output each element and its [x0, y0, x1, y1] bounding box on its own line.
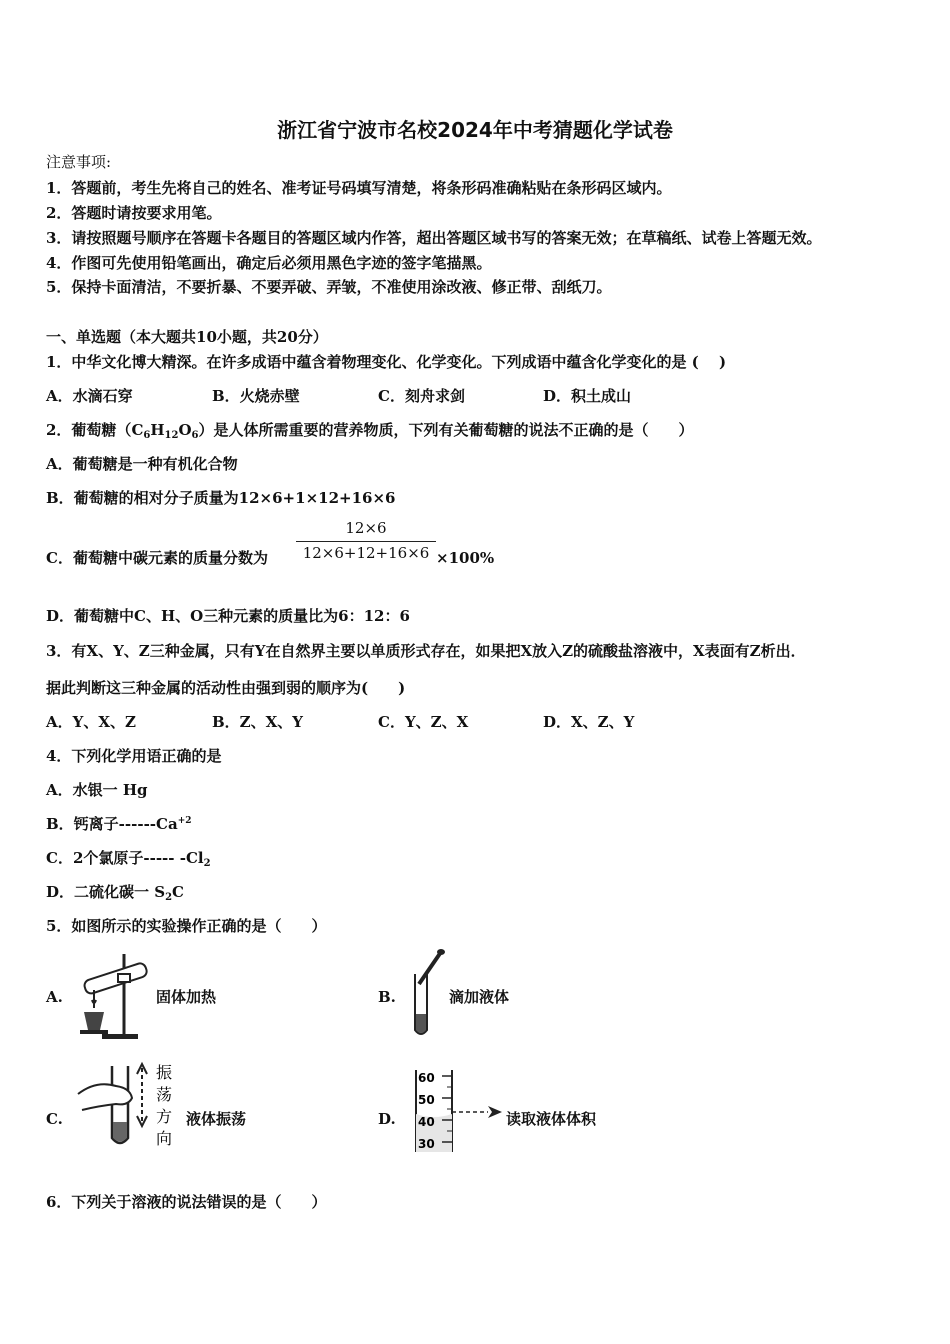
q4-option-a: A．水银一 Hg — [46, 781, 148, 799]
q4-option-c — [46, 849, 211, 870]
shake-direction-char-4: 向 — [155, 1129, 173, 1148]
q3-stem-line1: 3．有X、Y、Z三种金属，只有Y在自然界主要以单质形式存在，如果把X放入Z的硫酸盐溶液中，X表面有Z析出． — [46, 642, 806, 660]
section-heading: 一、单选题（本大题共10小题，共20分） — [46, 328, 328, 346]
q2-option-c-prefix: C．葡萄糖中碳元素的质量分数为 — [46, 549, 268, 567]
q2-fraction-bar — [296, 541, 436, 542]
q5-option-c-letter: C. — [46, 1110, 63, 1128]
graduated-cylinder-figure — [412, 1068, 504, 1154]
q3-stem-line2: 据此判断这三种金属的活动性由强到弱的顺序为( ) — [46, 679, 406, 697]
q4-option-b — [46, 815, 192, 836]
q3-option-a: A．Y、X、Z — [46, 713, 136, 731]
q2-sub-2: 12 — [164, 430, 179, 441]
q2-stem-b: ）是人体所需重要的营养物质，下列有关葡萄糖的说法不正确的是（ ） — [198, 421, 694, 439]
q1-stem: 1．中华文化博大精深。在许多成语中蕴含着物理变化、化学变化。下列成语中蕴含化学变化的是 ( ) — [46, 353, 727, 371]
q3-option-b: B．Z、X、Y — [212, 713, 303, 731]
dropper-figure — [405, 948, 445, 1040]
q4-option-d-text-a: D．二硫化碳一 S — [46, 883, 166, 901]
notice-item-3: 3．请按照题号顺序在答题卡各题目的答题区域内作答，超出答题区域书写的答案无效；在草稿纸、试卷上答题无效。 — [46, 229, 822, 247]
scale-label-30: 30 — [418, 1137, 435, 1151]
notice-item-4: 4．作图可先使用铅笔画出，确定后必须用黑色字迹的签字笔描黑。 — [46, 254, 492, 272]
q2-option-c-suffix: ×100% — [436, 549, 495, 567]
q4-option-d — [46, 883, 184, 904]
shake-direction-char-2: 荡 — [155, 1085, 173, 1104]
q1-option-b: B．火烧赤壁 — [212, 387, 300, 405]
q1-option-a: A．水滴石穿 — [46, 387, 133, 405]
q4-option-d-text-b: C — [172, 883, 184, 901]
notice-item-5: 5．保持卡面清洁，不要折暴、不要弄破、弄皱，不准使用涂改液、修正带、刮纸刀。 — [46, 278, 612, 296]
q5-option-b-label: 滴加液体 — [449, 988, 510, 1006]
q5-option-b-letter: B. — [378, 988, 396, 1006]
q2-option-d: D．葡萄糖中C、H、O三种元素的质量比为6：12：6 — [46, 607, 410, 625]
q2-option-b: B．葡萄糖的相对分子质量为12×6+1×12+16×6 — [46, 489, 396, 507]
q5-option-d-label: 读取液体体积 — [506, 1110, 597, 1128]
q5-option-d-letter: D. — [378, 1110, 396, 1128]
q4-option-c-sub: 2 — [203, 858, 211, 869]
q3-option-c: C．Y、Z、X — [378, 713, 469, 731]
scale-label-40: 40 — [418, 1115, 435, 1129]
q2-fraction-denominator: 12×6+12+16×6 — [302, 544, 430, 562]
q5-option-a-letter: A. — [46, 988, 63, 1006]
shake-direction-char-1: 振 — [155, 1063, 173, 1082]
q2-fraction — [296, 519, 436, 562]
q4-stem: 4．下列化学用语正确的是 — [46, 747, 222, 765]
q3-option-d: D．X、Z、Y — [543, 713, 635, 731]
q4-option-b-text: B．钙离子------Ca — [46, 815, 178, 833]
q2-sub-3: 6 — [191, 430, 199, 441]
q2-sub-1: 6 — [143, 430, 151, 441]
q5-option-a-label: 固体加热 — [156, 988, 217, 1006]
q1-option-c: C．刻舟求剑 — [378, 387, 465, 405]
q2-mid-2: O — [178, 421, 192, 439]
q5-option-c-label: 液体振荡 — [186, 1110, 247, 1128]
q2-stem-a: 2．葡萄糖（C — [46, 421, 144, 439]
shake-direction-char-3: 方 — [155, 1107, 173, 1126]
q2-stem — [46, 421, 694, 442]
q2-fraction-numerator: 12×6 — [345, 519, 387, 537]
page-title: 浙江省宁波市名校2024年中考猜题化学试卷 — [277, 118, 673, 142]
q4-option-b-sup: +2 — [177, 816, 192, 826]
q4-option-c-text: C．2个氯原子----- -Cl — [46, 849, 204, 867]
q6-stem: 6．下列关于溶液的说法错误的是（ ） — [46, 1193, 327, 1211]
q2-mid-1: H — [150, 421, 165, 439]
q2-option-a: A．葡萄糖是一种有机化合物 — [46, 455, 238, 473]
test-tube-shaking-figure — [76, 1060, 180, 1150]
q5-stem: 5．如图所示的实验操作正确的是（ ） — [46, 917, 327, 935]
scale-label-60: 60 — [418, 1071, 435, 1085]
q1-option-d: D．积土成山 — [543, 387, 632, 405]
notice-item-2: 2．答题时请按要求用笔。 — [46, 204, 222, 222]
notice-item-1: 1．答题前，考生先将自己的姓名、准考证号码填写清楚，将条形码准确粘贴在条形码区域内。 — [46, 179, 672, 197]
q4-option-d-sub: 2 — [165, 892, 173, 903]
notice-heading: 注意事项: — [46, 153, 112, 171]
solid-heating-figure — [72, 950, 152, 1042]
scale-label-50: 50 — [418, 1093, 435, 1107]
